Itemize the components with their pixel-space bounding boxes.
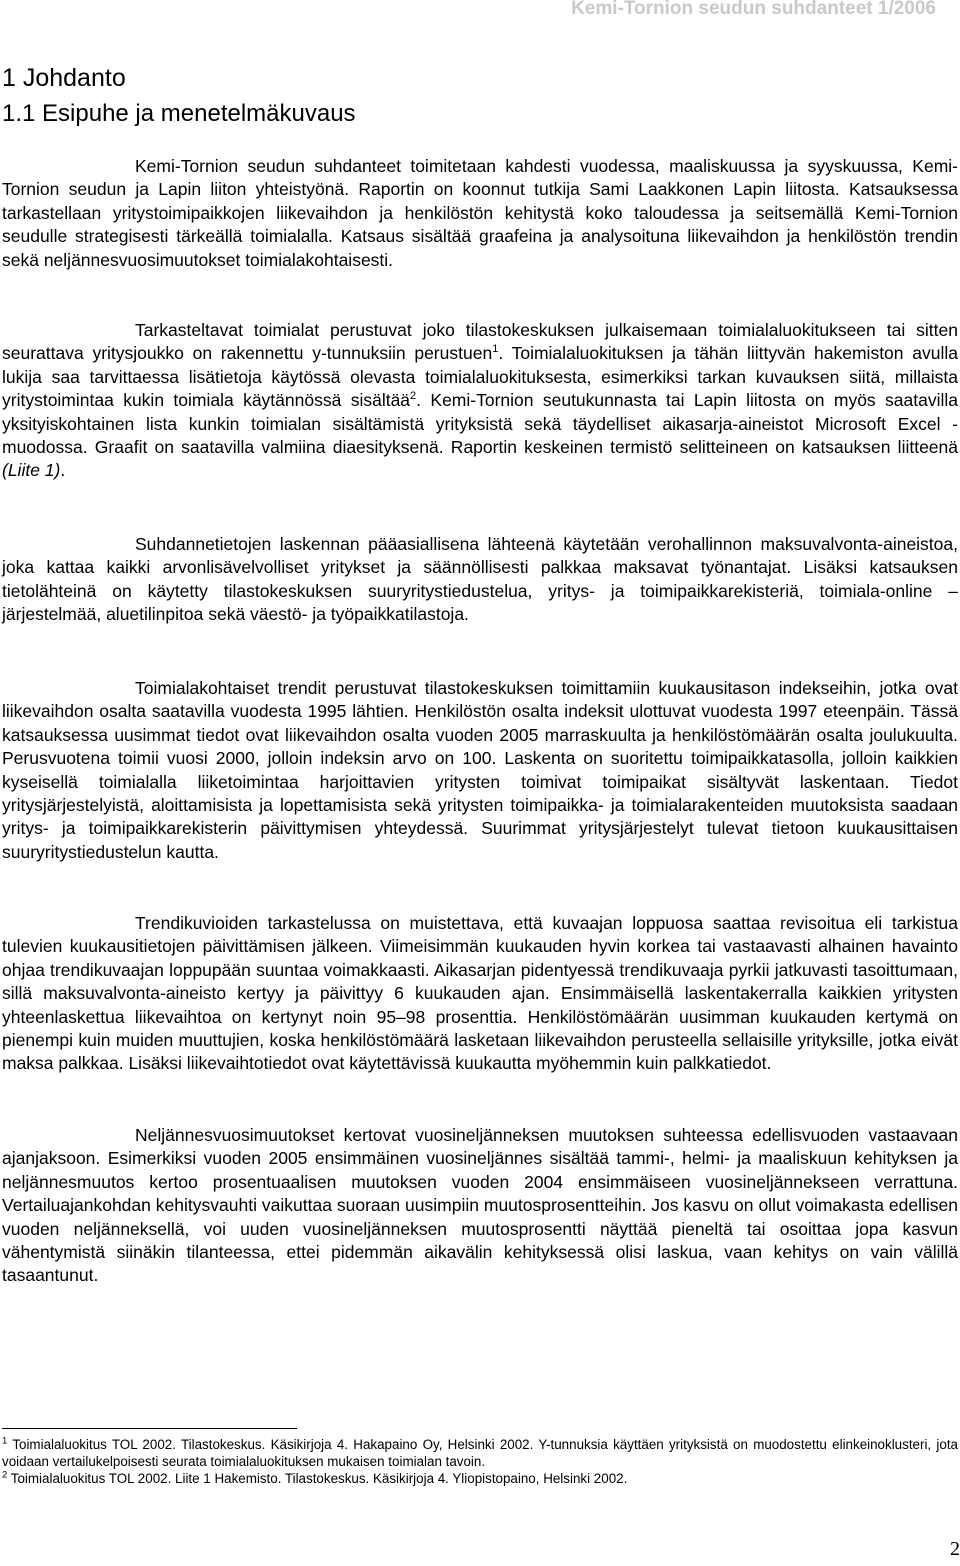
- paragraph-2-text-part4: .: [60, 460, 66, 481]
- paragraph-6-text: Neljännesvuosimuutokset kertovat vuosineljänneksen muutoksen suhteessa edellisvuoden vastaavaan ajanjaksoon. Esimerkiksi vuoden 2005 ensimmäinen vuosineljännes sisältää tammi-, helmi- ja maaliskuun kehityksen ja neljännesmuutos kertoo prosentuaalisen muutoksen vuoden 2004 ensimmäiseen vuosineljännekseen verrattuna. Vertailuajankohdan kehitysvauhti vaikuttaa suoraan uusimpiin muutosprosentteihin. Jos kasvu on ollut voimakasta edellisen vuoden neljänneksellä, voi uuden vuosineljänneksen muutosprosentti näyttää pieneltä tai osoittaa jopa kasvun vähentymistä siinäkin tilanteessa, ettei pidemmän aikavälin kehityksessä olisi laskua, vaan kehitys on vain välillä tasaantunut.: [2, 1125, 958, 1286]
- paragraph-4-text: Toimialakohtaiset trendit perustuvat tilastokeskuksen toimittamiin kuukausitason indekseihin, jotka ovat liikevaihdon osalta saatavilla vuodesta 1995 lähtien. Henkilöstön osalta indeksit ulottuvat vuodesta 1997 eteenpäin. Tässä katsauksessa uusimmat tiedot ovat liikevaihdon osalta vuoden 2005 marraskuulta ja henkilöstömäärän osalta joulukuulta. Perusvuotena toimii vuosi 2000, jolloin indeksin arvo on 100. Laskenta on suoritettu toimipaikkatasolla, jolloin kaikkien kyseisellä toimialalla liiketoimintaa harjoittavien yritysten toimivat toimipaikat sisältyvät laskentaan. Tiedot yritysjärjestelyistä, aloittamisista ja lopettamisista sekä yritysten toimipaikka- ja toimialarakenteiden muutoksista saadaan yritys- ja toimipaikkarekisterin päivittymisen yhteydessä. Suurimmat yritysjärjestelyt tulevat tietoon kuukausittaisen suuryritystiedustelun kautta.: [2, 678, 958, 862]
- footnote-ref-1[interactable]: 1: [492, 343, 499, 356]
- page-number: 2: [950, 1538, 960, 1560]
- footnote-ref-2[interactable]: 2: [410, 390, 417, 403]
- section-heading: 1.1 Esipuhe ja menetelmäkuvaus: [2, 100, 356, 127]
- paragraph-4: [2, 677, 958, 864]
- footnote-2-number: 2: [2, 1469, 8, 1481]
- paragraph-1-text: Kemi-Tornion seudun suhdanteet toimitetaan kahdesti vuodessa, maaliskuussa ja syyskuussa, Kemi-Tornion seudun ja Lapin liiton yhteistyönä. Raportin on koonnut tutkija Sami Laakkonen Lapin liitosta. Katsauksessa tarkastellaan yritystoimipaikkojen liikevaihdon ja henkilöstön kehitystä koko taloudessa ja seitsemällä Kemi-Tornion seudulle strategisesti tärkeällä toimialalla. Katsaus sisältää graafeina ja analysoituna liikevaihdon ja henkilöstön trendin sekä neljännesvuosimuutokset toimialakohtaisesti.: [2, 156, 958, 270]
- paragraph-1: [2, 155, 958, 272]
- paragraph-2-text-part3: . Kemi-Tornion seutukunnasta tai Lapin liitosta on myös saatavilla yksityiskohtainen lista kunkin toimialan sisältämistä yrityksistä sekä täydelliset aikasarja-aineistot Microsoft Excel -muodossa. Graafit on saatavilla valmiina diaesityksenä. Raportin keskeinen termistö selitteineen on katsauksen liitteenä: [2, 390, 958, 458]
- footnote-1-number: 1: [2, 1435, 8, 1447]
- chapter-heading: 1 Johdanto: [2, 64, 126, 92]
- footnote-1: [2, 1436, 958, 1470]
- footnote-2: [2, 1470, 958, 1487]
- paragraph-5-text: Trendikuvioiden tarkastelussa on muistettava, että kuvaajan loppuosa saattaa revisoitua eli tarkistua tulevien kuukausitietojen päivittämisen jälkeen. Viimeisimmän kuukauden hyvin korkea tai vastaavasti alhainen havainto ohjaa trendikuvaajan loppupään suuntaa voimakkaasti. Aikasarjan pidentyessä trendikuvaaja pyrkii jatkuvasti tasoittumaan, sillä maksuvalvonta-aineisto kertyy ja päivittyy 6 kuukauden ajan. Ensimmäisellä laskentakerralla kaikkien yritysten yhteenlaskettua liikevaihtoa on kertynyt noin 95–98 prosenttia. Henkilöstömäärän uusimman kuukauden kertymä on pienempi kuin muiden muuttujien, koska henkilöstömäärä lasketaan liikevaihdon perusteella sellaisille yrityksille, jotka eivät maksa palkkaa. Lisäksi liikevaihtotiedot ovat käytettävissä kuukautta myöhemmin kuin palkkatiedot.: [2, 913, 958, 1074]
- footnote-separator: [2, 1428, 297, 1429]
- paragraph-2: [2, 319, 958, 483]
- paragraph-3-text: Suhdannetietojen laskennan pääasiallisena lähteenä käytetään verohallinnon maksuvalvonta-aineistoa, joka kattaa kaikki arvonlisävelvolliset yritykset ja säännöllisesti palkkaa maksavat työnantajat. Lisäksi katsauksen tietolähteinä on käytetty tilastokeskuksen suuryritystiedustelua, yritys- ja toimipaikkarekisteriä, toimiala-online –järjestelmää, aluetilinpitoa sekä väestö- ja työpaikkatilastoja.: [2, 534, 958, 625]
- paragraph-3: [2, 533, 958, 627]
- footnotes: [2, 1436, 958, 1487]
- paragraph-2-text-part2: . Toimialaluokituksen ja tähän liittyvän hakemiston avulla lukija saa tarvittaessa lisätietoja käytössä olevasta toimialaluokituksesta, esimerkiksi tarkan kuvauksen siitä, millaista yritystoimintaa kukin toimiala käytännössä sisältää: [2, 343, 958, 411]
- footnote-2-text: Toimialaluokitus TOL 2002. Liite 1 Hakemisto. Tilastokeskus. Käsikirjoja 4. Yliopistopaino, Helsinki 2002.: [7, 1471, 628, 1486]
- paragraph-6: [2, 1124, 958, 1288]
- footnote-1-text: Toimialaluokitus TOL 2002. Tilastokeskus. Käsikirjoja 4. Hakapaino Oy, Helsinki 2002. Y-tunnuksia käyttäen yrityksistä on muodostettu elinkeinoklusteri, jota voidaan vertailukelpoisesti seurata toimialaluokituksen mukaisen toimialan tavoin.: [2, 1437, 958, 1469]
- paragraph-2-text-part1: Tarkasteltavat toimialat perustuvat joko tilastokeskuksen julkaisemaan toimialaluokitukseen tai sitten seurattava yritysjoukko on rakennettu y-tunnuksiin perustuen: [2, 320, 958, 364]
- paragraph-5: [2, 912, 958, 1076]
- appendix-reference: (Liite 1): [2, 460, 61, 481]
- running-header: Kemi-Tornion seudun suhdanteet 1/2006: [571, 0, 936, 19]
